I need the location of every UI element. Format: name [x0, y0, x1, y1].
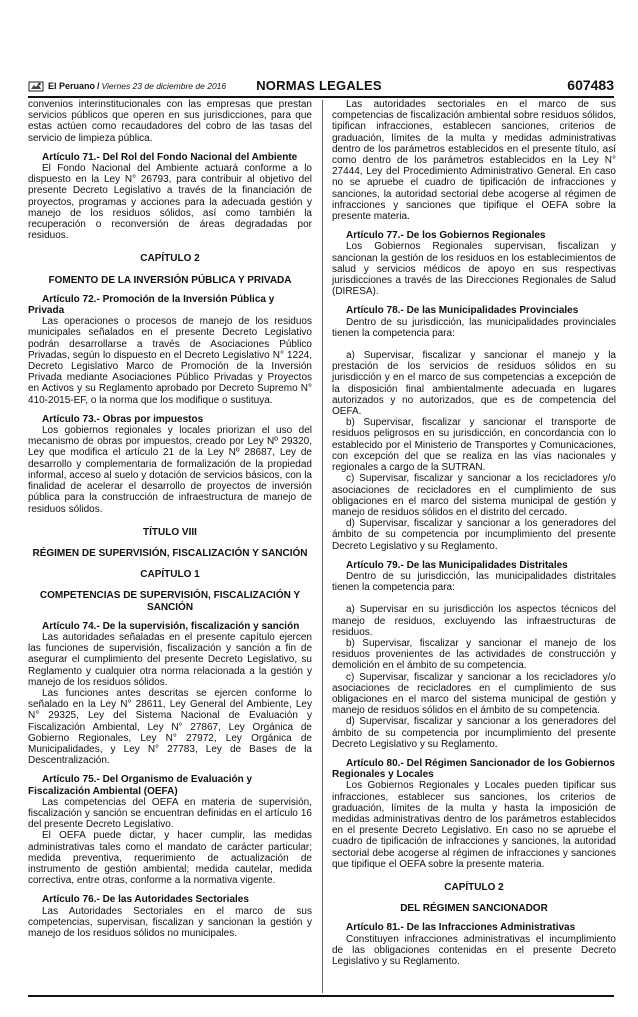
chapter-2-subheading: DEL RÉGIMEN SANCIONADOR	[400, 903, 548, 915]
list-item: c) Supervisar, fiscalizar y sancionar a los recicladores y/o asociaciones de recicladores en el cumplimiento de sus obligaciones en el marco del sistema municipal de gestión y manejo de residuos sólidos en el ámbito de su competencia.	[332, 671, 616, 717]
article-74-heading: Artículo 74.- De la supervisión, fiscalización y sanción	[42, 620, 300, 632]
article-72-heading: Artículo 72.- Promoción de la Inversión Pública y Privada	[28, 293, 275, 317]
paragraph: Las funciones antes descritas se ejercen conforme lo señalado en la Ley N° 28611, Ley General del Ambiente, Ley N° 29325, Ley del Sistema Nacional de Evaluación y Fiscalización Ambiental, Ley N° 27867, Ley Orgánica de Gobierno Regionales, Ley N° 27972, Ley Orgánica de Municipalidades, y Ley N° 27783, Ley de Bases de la Descentralización.	[28, 687, 312, 767]
title-8-heading: TÍTULO VIII	[143, 526, 197, 538]
article-78-heading: Artículo 78.- De las Municipalidades Provinciales	[346, 305, 579, 317]
paragraph: Las autoridades sectoriales en el marco de sus competencias de fiscalización ambiental sobre residuos sólidos, tipifican infracciones, establecen sanciones, criterios de graduación, límites de la multa y medidas administrativas dentro de los parámetros establecidos en el presente título, así como dentro de los parámetros establecidos en la Ley N° 27444, Ley del Procedimiento Administrativo General. En caso no se apruebe el cuadro de tipificación de infracciones y sanciones, la autoridad sectorial debe acogerse al régimen de infracciones y sanciones que tipifique el OEFA sobre la presente materia.	[332, 99, 616, 223]
paragraph: Los Gobiernos Regionales supervisan, fiscalizan y sancionan la gestión de los residuos en los establecimientos de salud y servicios médicos de apoyo en sus respectivas jurisdicciones a través de las Direcciones Regionales de Salud (DIRESA).	[332, 241, 616, 298]
header-separator: /	[97, 81, 100, 91]
chapter-2-subheading: FOMENTO DE LA INVERSIÓN PÚBLICA Y PRIVADA	[48, 274, 292, 286]
article-77-heading: Artículo 77.- De los Gobiernos Regionales	[346, 230, 546, 242]
paragraph: Las competencias del OEFA en materia de supervisión, fiscalización y sanción se encuentran definidas en el artículo 16 del presente Decreto Legislativo.	[28, 796, 312, 831]
column-divider	[322, 100, 323, 993]
page-header	[28, 78, 614, 94]
left-column	[28, 99, 312, 939]
chapter-2-heading: CAPÍTULO 2	[444, 882, 504, 893]
article-71-heading: Artículo 71.- Del Rol del Fondo Nacional del Ambiente	[42, 151, 298, 163]
paragraph: Dentro de su jurisdicción, las municipalidades provinciales tienen la competencia para:	[332, 316, 616, 339]
list-item: c) Supervisar, fiscalizar y sancionar a los recicladores y/o asociaciones de recicladores en el cumplimiento de sus obligaciones en el marco del sistema municipal de gestión y manejo de residuos sólidos en el distrito del cercado.	[332, 473, 616, 518]
chapter-1-heading: CAPÍTULO 1	[140, 569, 200, 581]
section-title: NORMAS LEGALES	[256, 78, 382, 93]
footer-rule	[28, 995, 614, 997]
el-peruano-logo-icon	[28, 80, 44, 92]
paragraph: Los gobiernos regionales y locales priorizan el uso del mecanismo de obras por impuestos, creado por Ley Nº 29320, Ley que modifica el artículo 21 de la Ley Nº 28687, Ley de desarrollo y complementaria de formalización de la propiedad informal, acceso al suelo y dotación de servicios básicos, con la finalidad de acelerar el desarrollo de proyectos de inversión pública para la construcción de infraestructura de manejo de residuos sólidos.	[28, 425, 312, 515]
paragraph: Dentro de su jurisdicción, las municipalidades distritales tienen la competencia para:	[332, 570, 616, 594]
paragraph: Los Gobiernos Regionales y Locales pueden tipificar sus infracciones, establecer sus sanciones, los criterios de graduación, límites de la multa y hasta la imposición de medidas administrativas dentro de los parámetros establecidos en el presente Decreto Legislativo. En caso no se apruebe el cuadro de tipificación de infracciones y sanciones, la autoridad sectorial debe acogerse al régimen de infracciones y sanciones que tipifique el OEFA sobre la presente materia.	[332, 780, 616, 870]
publication-date: Viernes 23 de diciembre de 2016	[101, 81, 227, 91]
spacer	[332, 593, 616, 604]
article-73-heading: Artículo 73.- Obras por impuestos	[42, 413, 204, 425]
paragraph: El Fondo Nacional del Ambiente actuará conforme a lo dispuesto en la Ley N° 26793, para contribuir al objetivo del presente Decreto Legislativo a través de la financiación de proyectos, programas y acciones para la adecuada gestión y manejo de los residuos sólidos, así como también la recuperación o reconversión de áreas degradadas por residuos.	[28, 163, 312, 242]
article-79-heading: Artículo 79.- De las Municipalidades Distritales	[346, 559, 568, 571]
list-item: a) Supervisar, fiscalizar y sancionar el manejo y la prestación de los servicios de residuos sólidos en su jurisdicción y en el marco de sus competencias a excepción de la disposición final ambientalmente adecuada en lugares autorizados y no autorizados, que es de competencia del OEFA.	[332, 350, 616, 418]
right-column	[332, 99, 616, 967]
paragraph: Constituyen infracciones administrativas el incumplimiento de las obligaciones contenidas en el presente Decreto Legislativo y su Reglamento.	[332, 933, 616, 968]
paragraph: convenios interinstitucionales con las empresas que prestan servicios públicos que operen en sus jurisdicciones, para que estas actúen como recaudadores del cobro de las tasas del servicio de limpieza pública.	[28, 99, 312, 144]
title-8-subheading: RÉGIMEN DE SUPERVISIÓN, FISCALIZACIÓN Y SANCIÓN	[32, 547, 308, 559]
page-number: 607483	[567, 77, 614, 93]
list-item: b) Supervisar, fiscalizar y sancionar el manejo de los residuos provenientes de las actividades de construcción y demolición en el ámbito de su competencia.	[332, 637, 616, 672]
list-item: b) Supervisar, fiscalizar y sancionar el transporte de residuos peligrosos en su jurisdicción, en concordancia con lo establecido por el Ministerio de Transportes y Comunicaciones, con excepción del que se realiza en las vías nacionales y regionales a cargo de la SUTRAN.	[332, 417, 616, 474]
paragraph: Las autoridades señaladas en el presente capítulo ejercen las funciones de supervisión, fiscalización y sanción a fin de asegurar el cumplimiento del presente Decreto Legislativo, su Reglamento y cualquier otra norma relacionada a la gestión y manejo de los residuos sólidos.	[28, 631, 312, 688]
article-75-heading: Artículo 75.- Del Organismo de Evaluación y Fiscalización Ambiental (OEFA)	[28, 774, 253, 797]
chapter-2-heading: CAPÍTULO 2	[140, 253, 200, 265]
chapter-1-subheading: COMPETENCIAS DE SUPERVISIÓN, FISCALIZACIÓN Y SANCIÓN	[39, 590, 301, 613]
list-item: d) Supervisar, fiscalizar y sancionar a los generadores del ámbito de su competencia por incumplimiento del presente Decreto Legislativo y su Reglamento.	[332, 716, 616, 750]
paragraph: Las Autoridades Sectoriales en el marco de sus competencias, supervisan, fiscalizan y sancionan la gestión y manejo de los residuos sólidos no municipales.	[28, 905, 312, 939]
header-rule	[28, 96, 614, 98]
article-80-heading: Artículo 80.- Del Régimen Sancionador de los Gobiernos Regionales y Locales	[332, 757, 615, 781]
article-76-heading: Artículo 76.- De las Autoridades Sectoriales	[42, 894, 249, 906]
list-item: d) Supervisar, fiscalizar y sancionar a los generadores del ámbito de su competencia por incumplimiento del presente Decreto Legislativo y su Reglamento.	[332, 518, 616, 552]
paragraph: Las operaciones o procesos de manejo de los residuos municipales señalados en el presente Decreto Legislativo podrán desarrollarse a través de Asociaciones Público Privadas, según lo dispuesto en el Decreto Legislativo N° 1224, Decreto Legislativo Marco de Promoción de la Inversión Privada mediante Asociaciones Público Privadas y Proyectos en Activos y su Reglamento aprobado por Decreto Supremo N° 410-2015-EF, o la norma que los modifique o sustituya.	[28, 316, 312, 406]
publication-name: El Peruano	[48, 81, 96, 91]
paragraph: El OEFA puede dictar, y hacer cumplir, las medidas administrativas tales como el mandato de carácter particular; medida preventiva, requerimiento de actualización de instrumento de gestión ambiental; medida cautelar, medida correctiva, entre otras, conforme a la normativa vigente.	[28, 830, 312, 887]
article-81-heading: Artículo 81.- De las Infracciones Administrativas	[346, 922, 576, 934]
spacer	[332, 339, 616, 350]
list-item: a) Supervisar en su jurisdicción los aspectos técnicos del manejo de residuos, excluyendo las infraestructuras de residuos.	[332, 604, 616, 638]
